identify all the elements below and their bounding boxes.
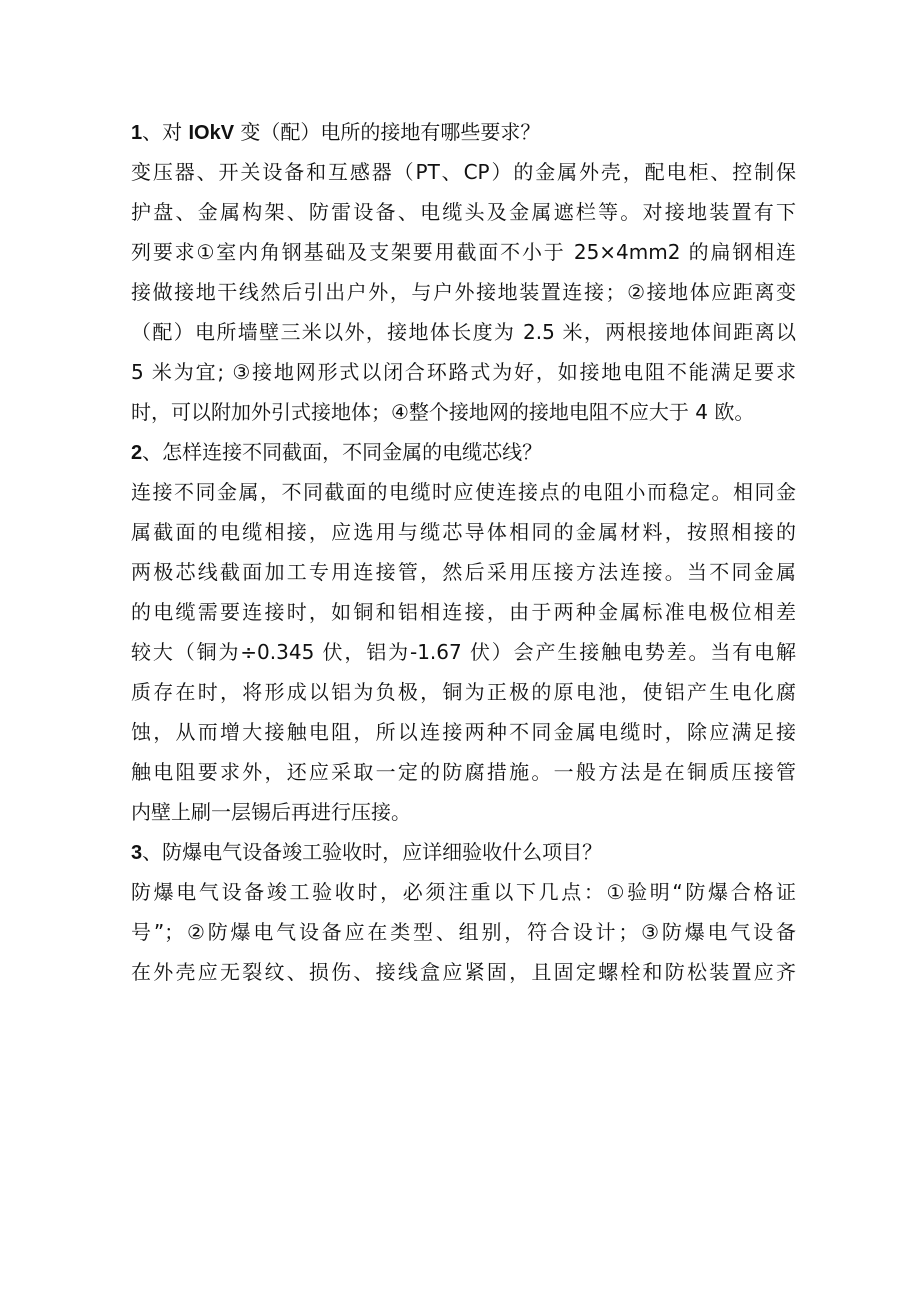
question-title-latin: IOkV — [188, 122, 235, 144]
question-title-text: 、怎样连接不同截面，不同金属的电缆芯线？ — [142, 440, 543, 464]
question-title-text: 、对 — [142, 120, 189, 144]
answer-line: 蚀，从而增大接触电阻，所以连接两种不同金属电缆时，除应满足接 — [131, 720, 796, 744]
answer-line: 的电缆需要连接时，如铜和铝相连接，由于两种金属标准电极位相差 — [131, 600, 796, 624]
question-title-text: 、防爆电气设备竣工验收时，应详细验收什么项目？ — [142, 840, 603, 864]
answer-line: 质存在时，将形成以铝为负极，铜为正极的原电池，使铝产生电化腐 — [131, 680, 796, 704]
answer-line: 时，可以附加外引式接地体；④整个接地网的接地电阻不应大于 4 欧。 — [131, 400, 755, 424]
question-title-1 — [131, 112, 796, 152]
question-title-2 — [131, 432, 796, 472]
answer-line: 触电阻要求外，还应采取一定的防腐措施。一般方法是在铜质压接管 — [131, 760, 796, 784]
answer-line: 内壁上刷一层锡后再进行压接。 — [131, 800, 411, 824]
answer-line: 连接不同金属，不同截面的电缆时应使连接点的电阻小而稳定。相同金 — [131, 480, 796, 504]
answer-line: 接做接地干线然后引出户外，与户外接地装置连接；②接地体应距离变 — [131, 280, 796, 304]
question-title-3 — [131, 832, 796, 872]
question-number: 3 — [131, 842, 143, 864]
answer-line: 列要求①室内角钢基础及支架要用截面不小于 25×4mm2 的扁钢相连 — [131, 240, 796, 264]
document-content — [131, 112, 796, 992]
question-number: 1 — [131, 122, 143, 144]
answer-line: 防爆电气设备竣工验收时，必须注重以下几点：①验明“防爆合格证 — [131, 880, 796, 904]
question-number: 2 — [131, 442, 143, 464]
answer-line: 护盘、金属构架、防雷设备、电缆头及金属遮栏等。对接地装置有下 — [131, 200, 796, 224]
answer-line: 5 米为宜; ③接地网形式以闭合环路式为好，如接地电阻不能满足要求 — [131, 360, 796, 384]
answer-line: 属截面的电缆相接，应选用与缆芯导体相同的金属材料，按照相接的 — [131, 520, 796, 544]
answer-line: 变压器、开关设备和互感器（PT、CP）的金属外壳，配电柜、控制保 — [131, 160, 796, 184]
answer-paragraph-3 — [131, 872, 796, 992]
answer-paragraph-1 — [131, 152, 796, 432]
answer-paragraph-2 — [131, 472, 796, 832]
answer-line: 两极芯线截面加工专用连接管，然后采用压接方法连接。当不同金属 — [131, 560, 796, 584]
answer-line: 较大（铜为÷0.345 伏，铝为-1.67 伏）会产生接触电势差。当有电解 — [131, 640, 796, 664]
answer-line: 号”；②防爆电气设备应在类型、组别，符合设计；③防爆电气设备 — [131, 920, 796, 944]
answer-line: （配）电所墙壁三米以外，接地体长度为 2.5 米，两根接地体间距离以 — [131, 320, 796, 344]
answer-line: 在外壳应无裂纹、损伤、接线盒应紧固，且固定螺栓和防松装置应齐 — [131, 960, 796, 984]
question-title-text: 变（配）电所的接地有哪些要求？ — [234, 120, 541, 144]
